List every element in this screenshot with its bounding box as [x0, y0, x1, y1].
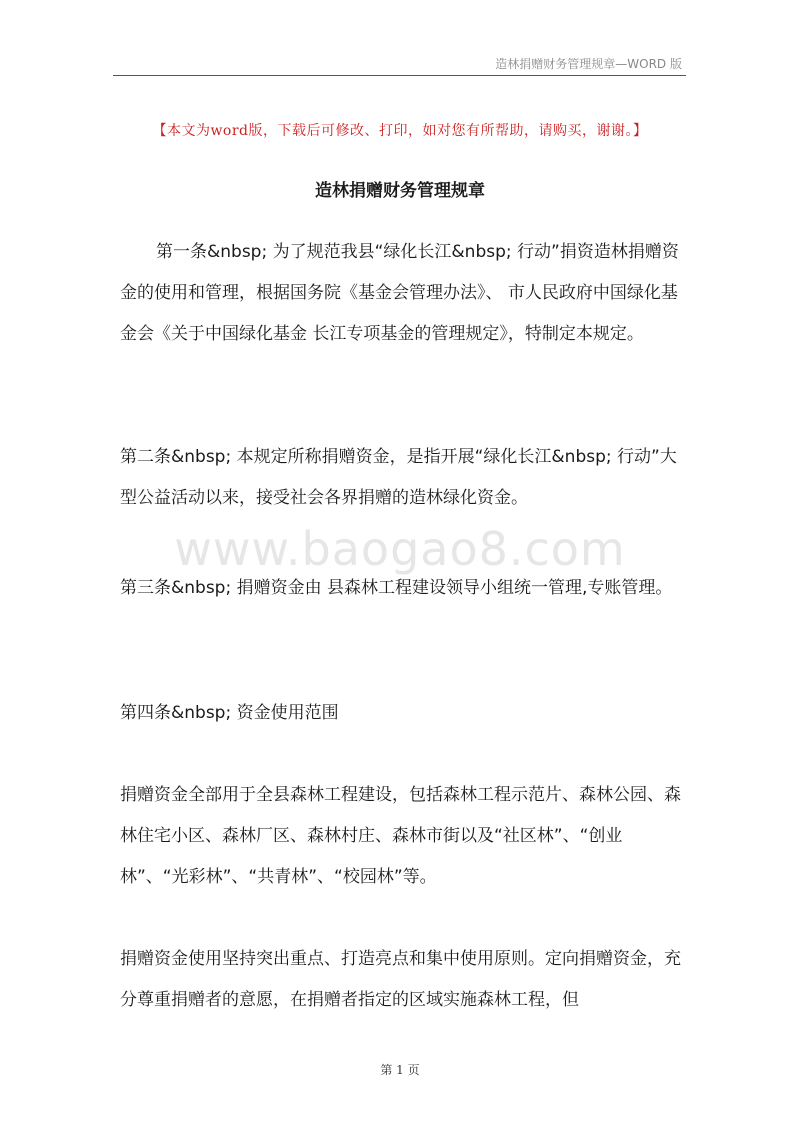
- running-header: 造林捐赠财务管理规章—WORD 版: [495, 57, 682, 71]
- document-title: 造林捐赠财务管理规章: [315, 181, 485, 201]
- watermark: www.baogao8.com: [174, 522, 626, 576]
- paragraph-article-1: 第一条&nbsp; 为了规范我县“绿化长江&nbsp; 行动”捐资造林捐赠资金的使用和管理，根据国务院《基金会管理办法》、 市人民政府中国绿化基金会《关于中国绿化基金 长江专项基金的管理规定》，特制定本规定。: [120, 242, 679, 344]
- paragraph-article-3: 第三条&nbsp; 捐赠资金由 县森林工程建设领导小组统一管理,专账管理。: [120, 578, 673, 598]
- paragraph-usage-scope: 捐赠资金全部用于全县森林工程建设，包括森林工程示范片、森林公园、森林住宅小区、森林厂区、森林村庄、森林市街以及“社区林”、“创业林”、“光彩林”、“共青林”、“校园林”等。: [120, 785, 681, 887]
- paragraph-article-2: 第二条&nbsp; 本规定所称捐赠资金，是指开展“绿化长江&nbsp; 行动”大型公益活动以来，接受社会各界捐赠的造林绿化资金。: [120, 447, 677, 508]
- page-number: 第 1 页: [380, 1063, 420, 1077]
- paragraph-article-4: 第四条&nbsp; 资金使用范围: [120, 703, 339, 723]
- download-notice: 【本文为word版，下载后可修改、打印，如对您有所帮助，请购买，谢谢。】: [152, 123, 648, 139]
- header-divider: [113, 75, 686, 76]
- paragraph-usage-principle: 捐赠资金使用坚持突出重点、打造亮点和集中使用原则。定向捐赠资金，充分尊重捐赠者的意愿，在捐赠者指定的区域实施森林工程，但: [120, 949, 681, 1010]
